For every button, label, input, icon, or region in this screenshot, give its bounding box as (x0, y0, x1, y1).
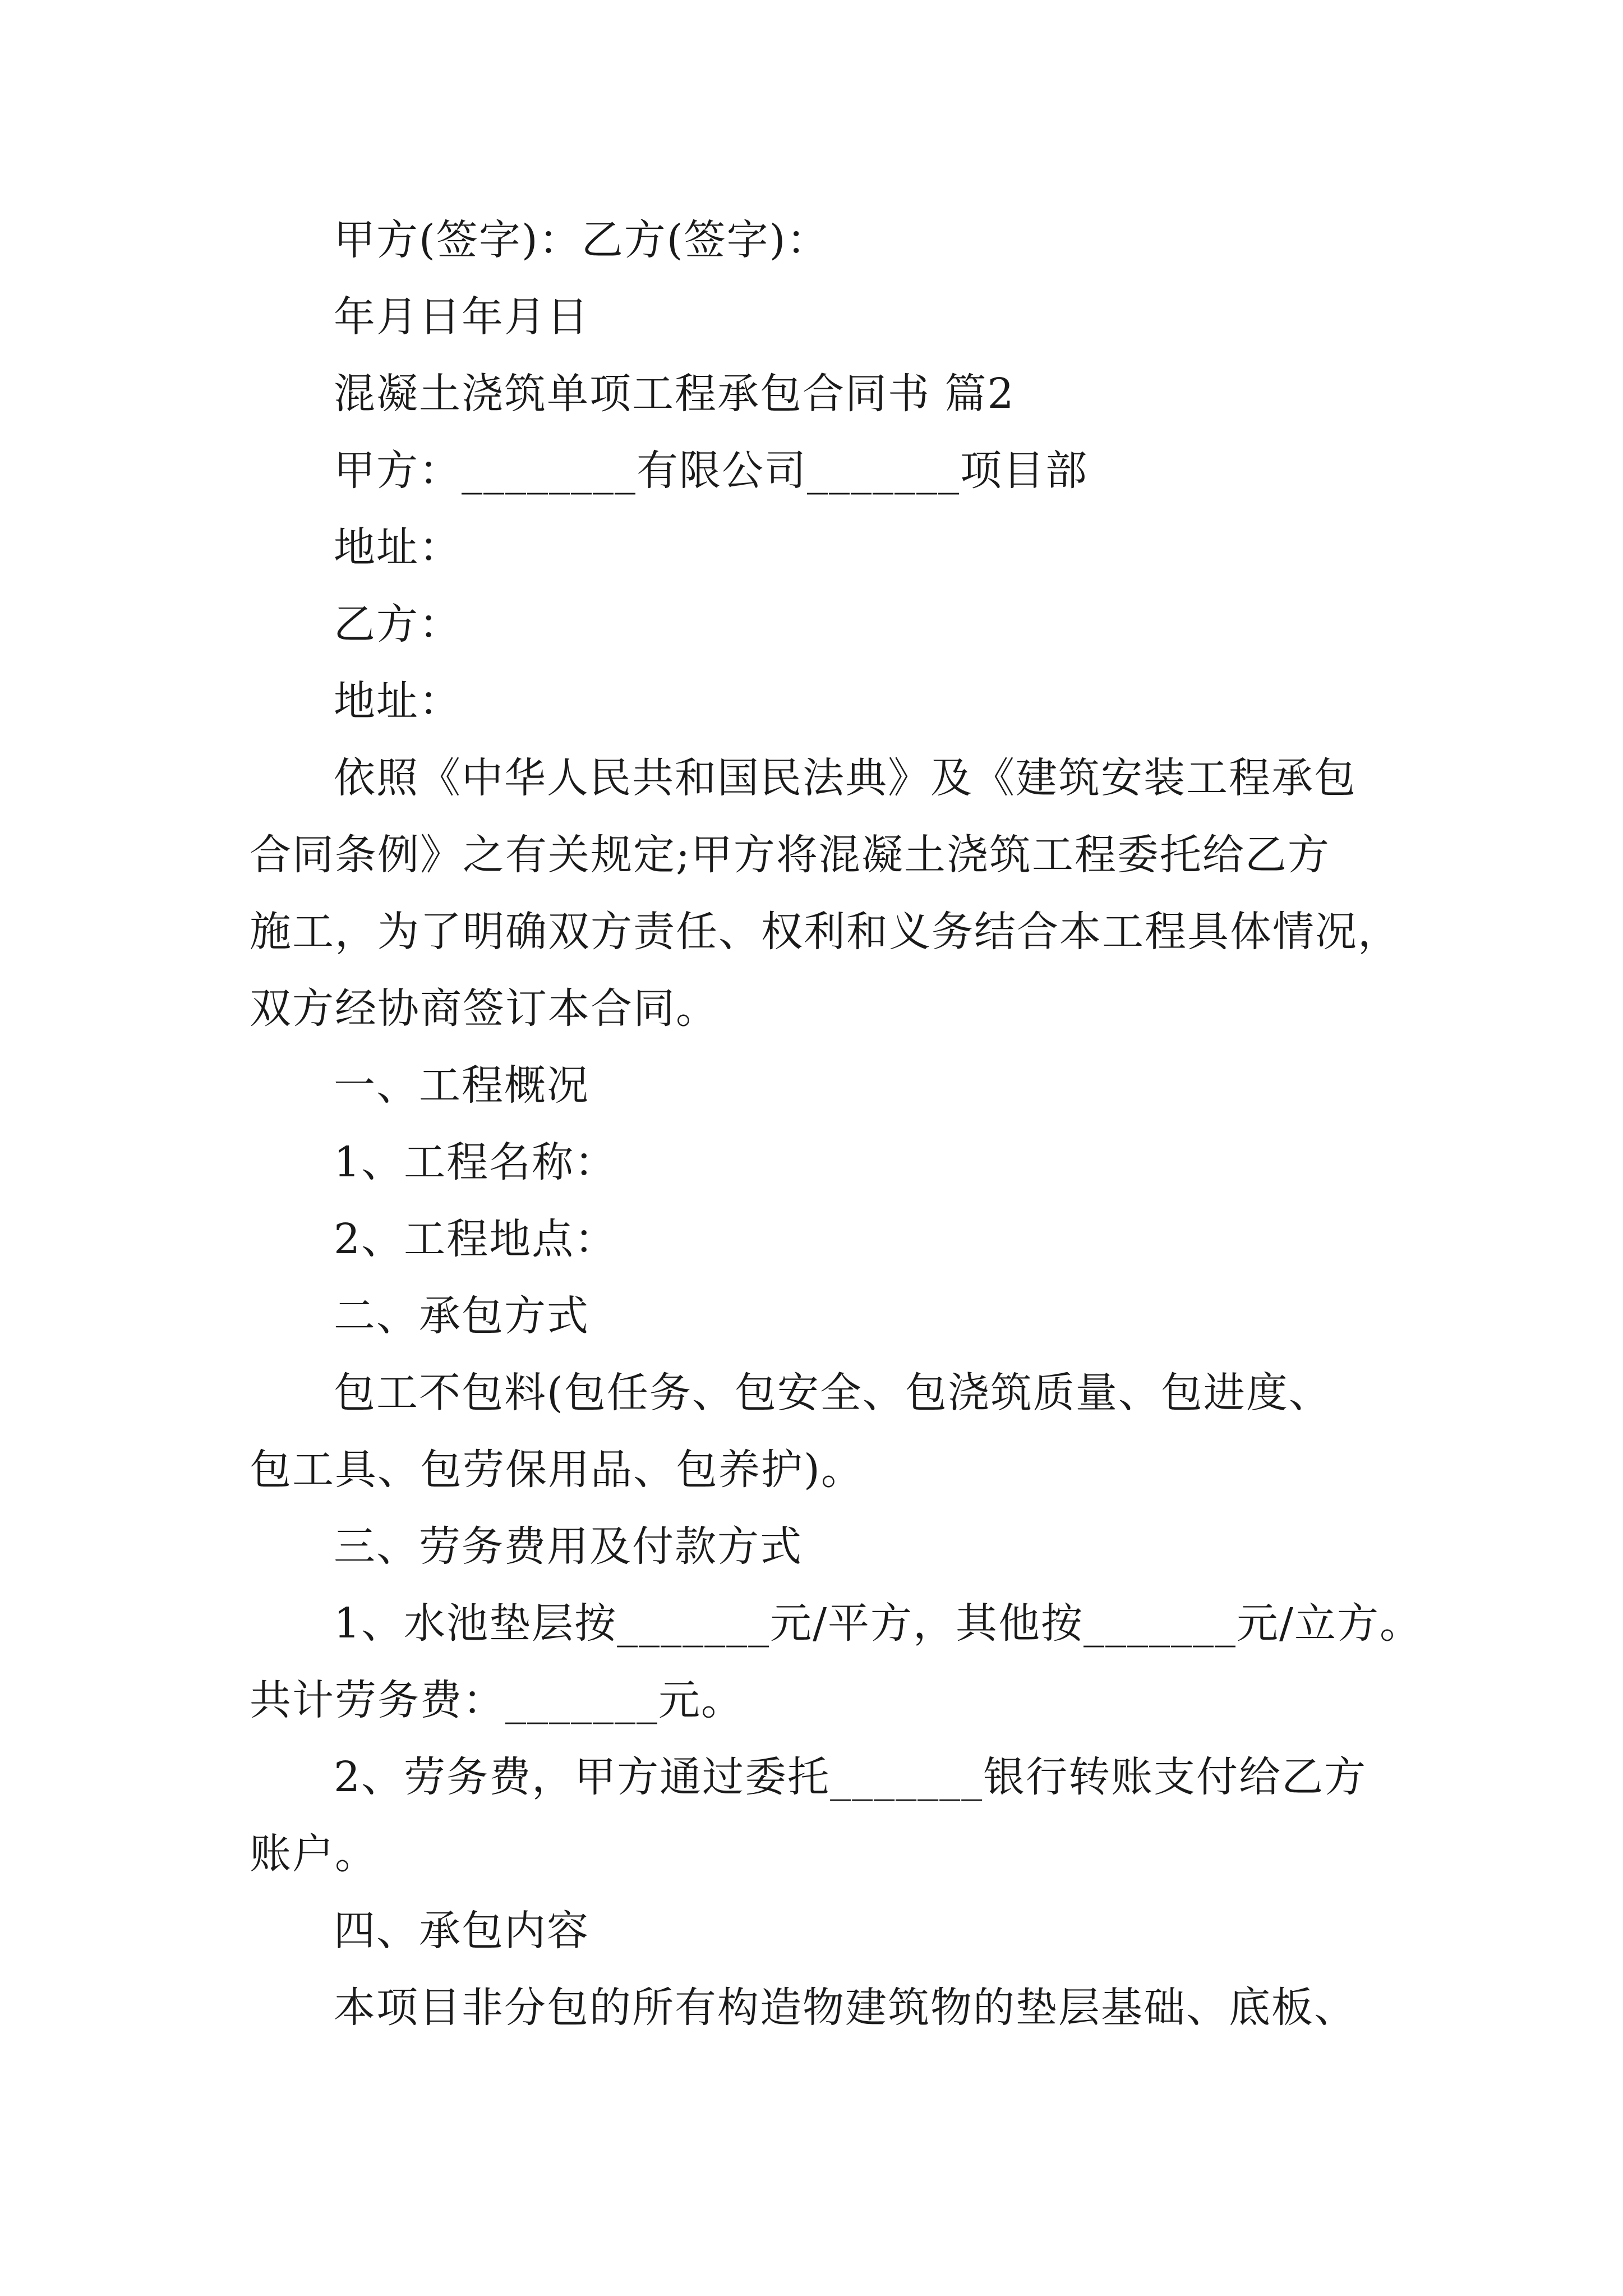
section-heading-contract-mode: 二、承包方式 (334, 1292, 589, 1340)
section-heading-scope: 四、承包内容 (334, 1907, 589, 1955)
section-heading-overview: 一、工程概况 (334, 1061, 589, 1110)
party-b-line: 乙方： (334, 600, 462, 648)
section-heading-fees: 三、劳务费用及付款方式 (334, 1522, 803, 1571)
intro-line-1: 依照《中华人民共和国民法典》及《建筑安装工程承包 (334, 754, 1357, 802)
scope-line-1: 本项目非分包的所有构造物建筑物的垫层基础、底板、 (334, 1984, 1357, 2032)
intro-line-2: 合同条例》之有关规定;甲方将混凝土浇筑工程委托给乙方 (250, 831, 1330, 879)
payment-line-2: 账户。 (250, 1830, 377, 1878)
contract-mode-line-2: 包工具、包劳保用品、包养护)。 (250, 1446, 864, 1494)
fee-line-2: 共计劳务费：_______元。 (250, 1676, 744, 1724)
fee-paragraph-1 (250, 1585, 1422, 1739)
fee-line-1: 1、水池垫层按_______元/平方，其他按_______元/立方。 (334, 1599, 1422, 1648)
party-a-address: 地址： (334, 523, 462, 572)
project-location-item: 2、工程地点： (334, 1215, 617, 1263)
party-a-line: 甲方：________有限公司_______项目部 (334, 447, 1088, 495)
intro-line-3: 施工，为了明确双方责任、权利和义务结合本工程具体情况， (250, 908, 1400, 956)
date-line: 年月日年月日 (334, 293, 589, 341)
intro-line-4: 双方经协商签订本合同。 (250, 984, 718, 1033)
document-body (250, 202, 1422, 2046)
signature-line: 甲方(签字)：乙方(签字)： (334, 216, 829, 264)
party-b-address: 地址： (334, 677, 462, 725)
payment-line-1: 2、劳务费，甲方通过委托_______银行转账支付给乙方 (334, 1753, 1367, 1801)
fee-paragraph-2 (250, 1739, 1410, 1893)
intro-paragraph (250, 740, 1410, 1047)
contract-title: 混凝土浇筑单项工程承包合同书 篇2 (334, 370, 1015, 418)
contract-mode-line-1: 包工不包料(包任务、包安全、包浇筑质量、包进度、 (334, 1369, 1331, 1417)
project-name-item: 1、工程名称： (334, 1138, 617, 1186)
contract-mode-paragraph (250, 1355, 1410, 1508)
